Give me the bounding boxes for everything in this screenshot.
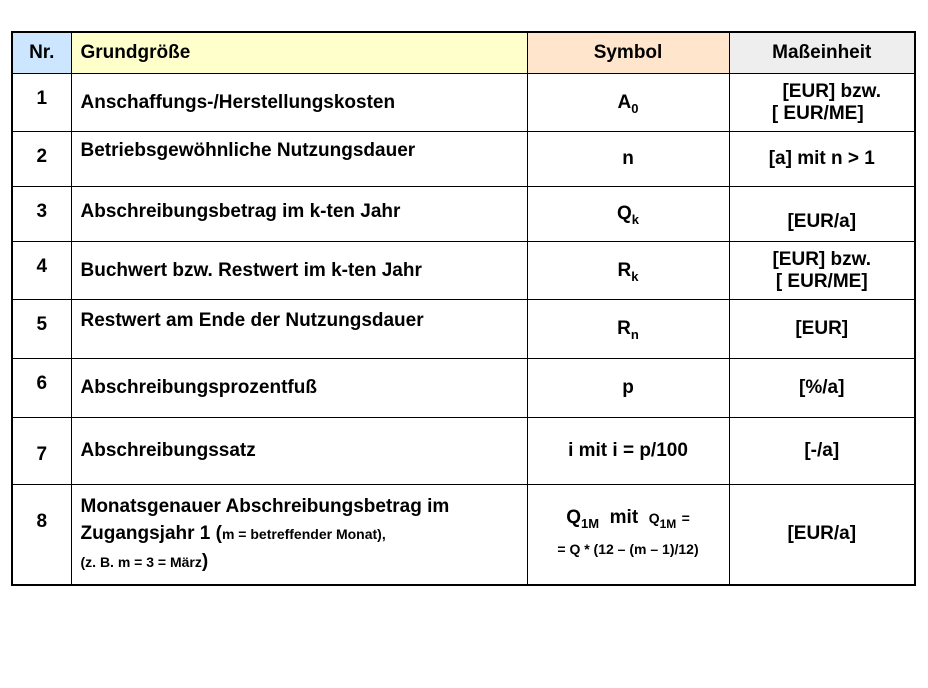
row-symbol: $R_n$: [527, 300, 729, 359]
row-einheit: [EUR/a]: [729, 485, 915, 585]
table-row: [12, 485, 915, 585]
row-number: 1: [12, 74, 71, 132]
row-einheit: [EUR/a]: [729, 187, 915, 242]
row-einheit: [EUR]: [729, 300, 915, 359]
row-grundgroesse: Anschaffungs-/Herstellungskosten: [71, 74, 527, 132]
row-grundgroesse: Restwert am Ende der Nutzungsdauer: [71, 300, 527, 359]
row-grundgroesse: Abschreibungssatz: [71, 418, 527, 485]
definitions-table: [11, 31, 916, 586]
header-symbol: Symbol: [527, 32, 729, 74]
row-number: 2: [12, 132, 71, 187]
row-symbol: $Q_{1M}$ mit $Q_{1M}$ = = Q * (12 – (m – 1)/12): [527, 485, 729, 585]
table-row: [12, 418, 915, 485]
header-nr: Nr.: [12, 32, 71, 74]
row-grundgroesse: Monatsgenauer Abschreibungsbetrag im Zugangsjahr 1 (m = betreffender Monat), (z. B. m = 3 = März): [71, 485, 527, 585]
row-number: 5: [12, 300, 71, 359]
row-einheit: [%/a]: [729, 359, 915, 418]
row-grundgroesse: Betriebsgewöhnliche Nutzungsdauer: [71, 132, 527, 187]
row-number: 7: [12, 418, 71, 485]
row-number: 6: [12, 359, 71, 418]
table-header-row: [12, 32, 915, 74]
row-number: 8: [12, 485, 71, 585]
table-row: [12, 359, 915, 418]
row-symbol: n: [527, 132, 729, 187]
table-row: [12, 132, 915, 187]
table-row: [12, 242, 915, 300]
row-symbol: $Q_k$: [527, 187, 729, 242]
row-einheit: [-/a]: [729, 418, 915, 485]
row-symbol: i mit i = p/100: [527, 418, 729, 485]
row-grundgroesse: Buchwert bzw. Restwert im k-ten Jahr: [71, 242, 527, 300]
header-masseinheit: Maßeinheit: [729, 32, 915, 74]
row-symbol: $R_k$: [527, 242, 729, 300]
table-row: [12, 187, 915, 242]
table-row: [12, 300, 915, 359]
row-number: 4: [12, 242, 71, 300]
row-symbol: $A_0$: [527, 74, 729, 132]
row-grundgroesse: Abschreibungsbetrag im k-ten Jahr: [71, 187, 527, 242]
header-grundgroesse: Grundgröße: [71, 32, 527, 74]
row-einheit: [a] mit n > 1: [729, 132, 915, 187]
table-row: [12, 74, 915, 132]
row-symbol: p: [527, 359, 729, 418]
row-grundgroesse: Abschreibungsprozentfuß: [71, 359, 527, 418]
row-einheit: [EUR] bzw. [ EUR/ME]: [729, 242, 915, 300]
row-einheit: [EUR] bzw. [ EUR/ME]: [729, 74, 915, 132]
row-number: 3: [12, 187, 71, 242]
